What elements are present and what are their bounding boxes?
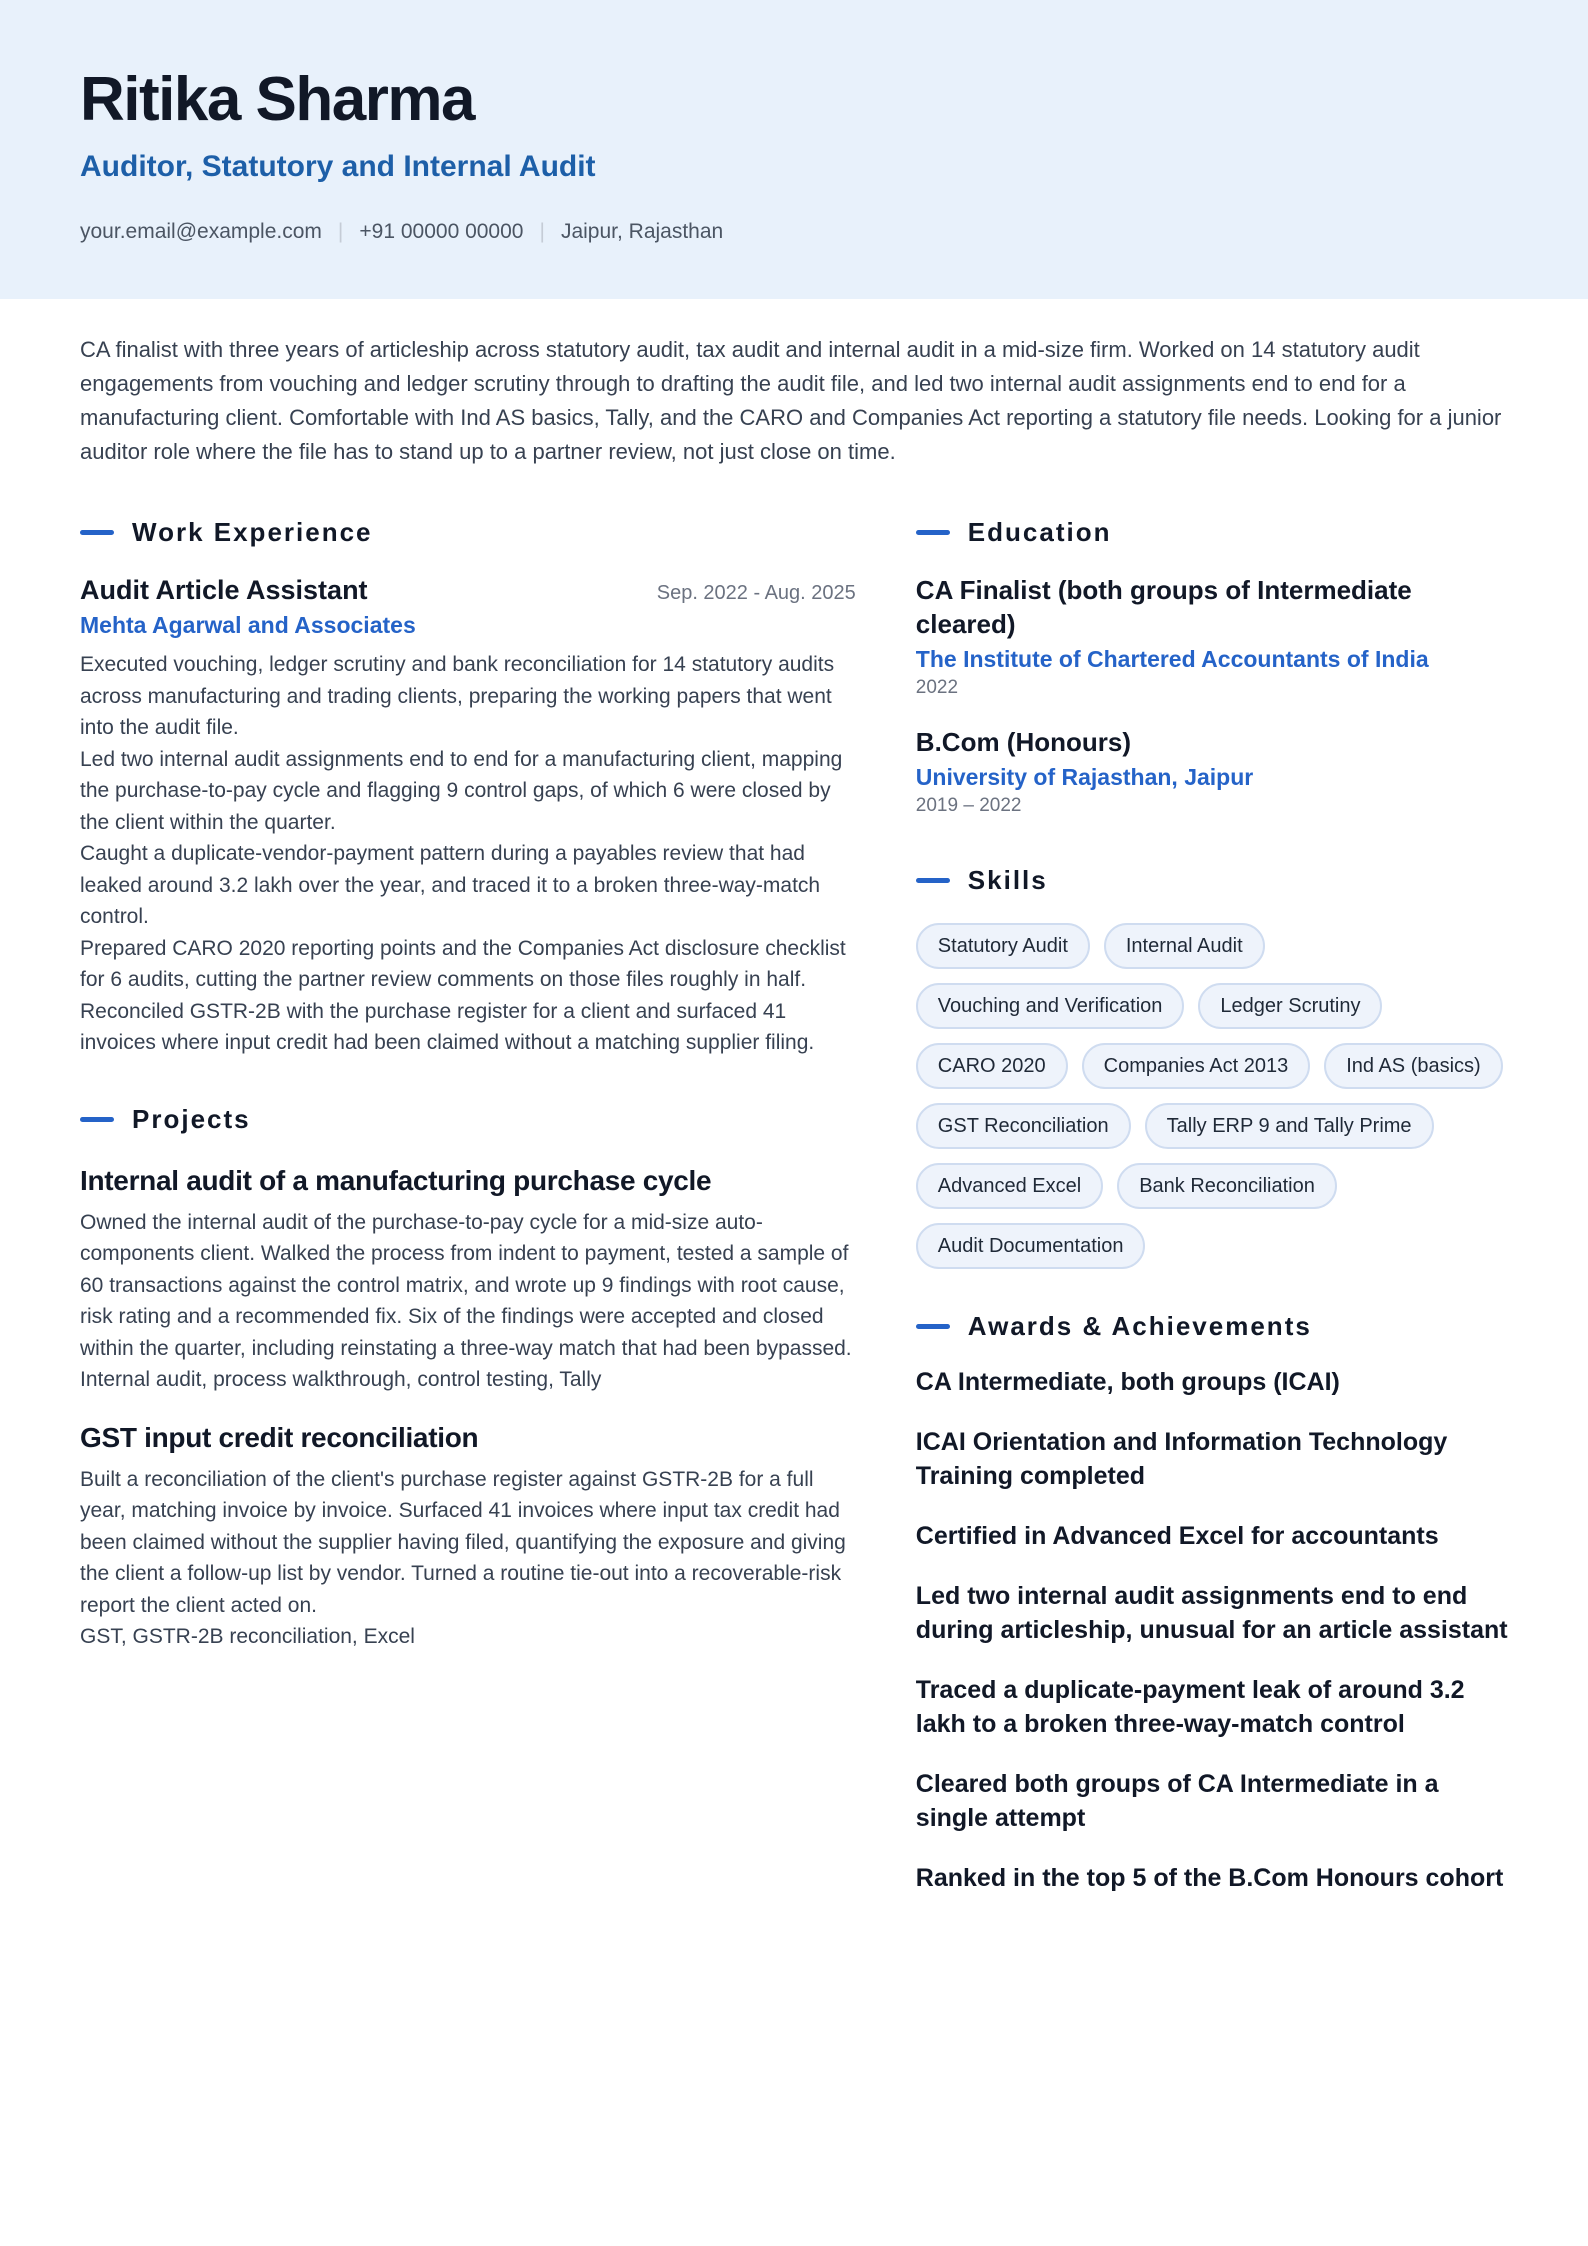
project-name: GST input credit reconciliation — [80, 1421, 479, 1453]
project-entry — [80, 1422, 856, 1653]
skill-chip: GST Reconciliation — [916, 1103, 1131, 1149]
contact-line — [80, 220, 1508, 244]
award-item: Certified in Advanced Excel for accountants — [915, 1522, 1439, 1550]
contact-location: Jaipur, Rajasthan — [560, 220, 724, 243]
section-accent-bar — [916, 878, 950, 883]
skill-chip: Tally ERP 9 and Tally Prime — [1145, 1103, 1434, 1149]
skill-chip: Audit Documentation — [916, 1223, 1146, 1269]
awards-section — [916, 1307, 1508, 1895]
section-heading — [916, 861, 1508, 899]
job-bullet: Executed vouching, ledger scrutiny and bank reconciliation for 14 statutory audits across manufacturing and trading clients, preparing the working papers that went into the audit file. — [80, 653, 835, 739]
skill-chip: CARO 2020 — [916, 1043, 1068, 1089]
skill-chip: Advanced Excel — [916, 1163, 1103, 1209]
project-description: Owned the internal audit of the purchase-to-pay cycle for a mid-size auto-components client. Walked the process from indent to payment, tested a sample of 60 transactions against the control matrix, and wrote up 9 findings with root cause, risk rating and a recommended fix. Six of the findings were accepted and closed within the quarter, including reinstating a three-way match that had been bypassed. — [80, 1210, 852, 1360]
skill-chip: Ledger Scrutiny — [1198, 983, 1382, 1029]
job-dates: Sep. 2022 - Aug. 2025 — [656, 582, 856, 604]
contact-phone[interactable]: +91 00000 00000 — [359, 220, 524, 243]
section-heading — [916, 513, 1508, 551]
section-heading-label: Education — [967, 516, 1112, 547]
award-item: Ranked in the top 5 of the B.Com Honours cohort — [915, 1864, 1504, 1892]
education-school: University of Rajasthan, Jaipur — [915, 764, 1254, 790]
section-heading — [916, 1307, 1508, 1345]
projects-section — [80, 1101, 856, 1653]
skill-chip-list — [916, 923, 1506, 1269]
skill-chip: Internal Audit — [1104, 923, 1265, 969]
section-accent-bar — [916, 530, 950, 535]
candidate-headline: Auditor, Statutory and Internal Audit — [80, 150, 596, 183]
job-entry — [80, 575, 856, 1059]
project-entry — [80, 1165, 856, 1396]
education-school: The Institute of Chartered Accountants of India — [915, 646, 1429, 672]
job-bullets — [80, 649, 856, 1059]
award-list — [916, 1365, 1508, 1895]
contact-email[interactable]: your.email@example.com — [80, 220, 322, 243]
section-accent-bar — [80, 530, 114, 535]
job-company: Mehta Agarwal and Associates — [80, 612, 416, 638]
job-bullet: Reconciled GSTR-2B with the purchase register for a client and surfaced 41 invoices where input credit had been claimed without a matching supplier filing. — [80, 999, 815, 1054]
resume-header — [0, 0, 1588, 299]
contact-separator: | — [337, 220, 344, 243]
section-heading-label: Skills — [967, 864, 1048, 895]
skill-chip: Bank Reconciliation — [1117, 1163, 1337, 1209]
candidate-name: Ritika Sharma — [80, 65, 475, 134]
award-item: ICAI Orientation and Information Technology Training completed — [915, 1428, 1448, 1490]
skill-chip: Statutory Audit — [916, 923, 1090, 969]
education-section — [916, 513, 1508, 817]
skill-chip: Ind AS (basics) — [1324, 1043, 1503, 1089]
project-description: Built a reconciliation of the client's purchase register against GSTR-2B for a full year, matching invoice by invoice. Surfaced 41 invoices where input tax credit had been claimed without the supplier having filed, quantifying the exposure and giving the client a follow-up list by vendor. Turned a routine tie-out into a recoverable-risk report the client acted on. — [80, 1467, 846, 1617]
section-heading-label: Work Experience — [132, 516, 373, 547]
project-tech: GST, GSTR-2B reconciliation, Excel — [80, 1625, 415, 1648]
project-tech: Internal audit, process walkthrough, control testing, Tally — [80, 1368, 602, 1391]
award-item: Cleared both groups of CA Intermediate in a single attempt — [915, 1770, 1439, 1832]
education-degree: CA Finalist (both groups of Intermediate cleared) — [915, 575, 1412, 639]
education-entry — [916, 725, 1508, 817]
job-bullet: Prepared CARO 2020 reporting points and the Companies Act disclosure checklist for 6 audits, cutting the partner review comments on those files roughly in half. — [80, 936, 846, 991]
skill-chip: Companies Act 2013 — [1082, 1043, 1311, 1089]
award-item: CA Intermediate, both groups (ICAI) — [915, 1368, 1340, 1396]
section-accent-bar — [80, 1117, 114, 1122]
award-item: Led two internal audit assignments end to end during articleship, unusual for an article assistant — [915, 1582, 1508, 1644]
right-column — [916, 513, 1508, 1921]
job-header — [80, 575, 856, 606]
section-heading-label: Awards & Achievements — [967, 1310, 1312, 1341]
education-degree: B.Com (Honours) — [915, 727, 1131, 757]
job-bullet: Caught a duplicate-vendor-payment pattern during a payables review that had leaked around 3.2 lakh over the year, and traced it to a broken three-way-match control. — [80, 842, 821, 928]
education-entry — [916, 573, 1508, 699]
project-name: Internal audit of a manufacturing purchase cycle — [80, 1164, 712, 1196]
education-year: 2019 – 2022 — [915, 795, 1022, 816]
section-accent-bar — [916, 1324, 950, 1329]
skills-section — [916, 861, 1508, 1269]
section-heading — [80, 513, 856, 551]
award-item: Traced a duplicate-payment leak of around 3.2 lakh to a broken three-way-match control — [915, 1676, 1465, 1738]
professional-summary: CA finalist with three years of articleship across statutory audit, tax audit and internal audit in a mid-size firm. Worked on 14 statutory audit engagements from vouching and ledger scrutiny through to drafting the audit file, and led two internal audit assignments end to end for a manufacturing client. Comfortable with Ind AS basics, Tally, and the CARO and Companies Act reporting a statutory file needs. Looking for a junior auditor role where the file has to stand up to a partner review, not just close on time. — [80, 337, 1502, 464]
skill-chip: Vouching and Verification — [916, 983, 1185, 1029]
section-heading — [80, 1101, 856, 1139]
left-column — [80, 513, 856, 1921]
education-year: 2022 — [915, 677, 959, 698]
resume-body — [0, 469, 1588, 1921]
section-heading-label: Projects — [132, 1104, 251, 1134]
work-experience-section — [80, 513, 856, 1059]
contact-separator: | — [539, 220, 545, 243]
job-role: Audit Article Assistant — [80, 575, 368, 605]
job-bullet: Led two internal audit assignments end to end for a manufacturing client, mapping the purchase-to-pay cycle and flagging 9 control gaps, of which 6 were closed by the client within the quarter. — [80, 747, 843, 834]
